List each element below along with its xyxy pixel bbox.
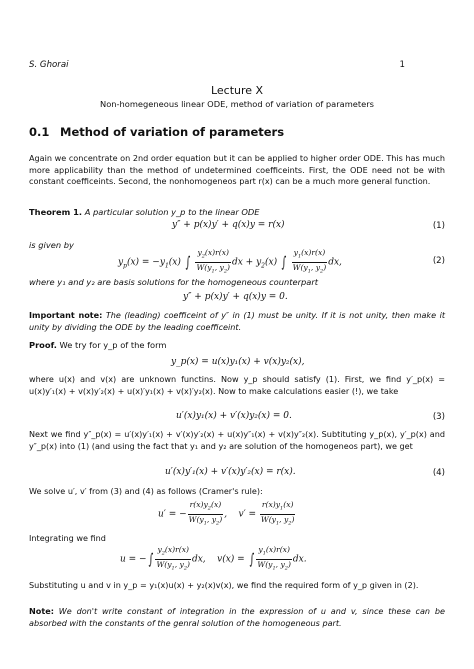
theorem xyxy=(29,207,260,217)
given-by-text: is given by xyxy=(29,240,74,250)
section-title: Method of variation of parameters xyxy=(60,125,285,139)
equation-4: u′(x)y′₁(x) + v′(x)y′₂(x) = r(x). xyxy=(165,467,296,477)
final-note-label: Note: xyxy=(29,606,54,616)
equation-2: $y_p(x) = -y_1(x)$ ∫ $\frac{y_2(x)r(x)}{W(y_1, y_2)}$ dx + $y_2(x)$ ∫ $\frac{y_1(x)r(x)}{W(y_1, y_2)}$ dx, xyxy=(118,248,342,275)
proof-paragraph-3: We solve u′, v′ from (3) and (4) as follows (Cramer's rule): xyxy=(29,486,263,496)
proof-paragraph-5: Substituting u and v in y_p = y₁(x)u(x) + y₂(x)v(x), we find the required form of y_p given in (2). xyxy=(29,580,419,590)
lecture-title: Lecture X xyxy=(210,84,264,97)
equation-3-tag: (3) xyxy=(432,412,445,422)
section-number: 0.1 xyxy=(29,125,50,139)
proof-lead: We try for y_p of the form xyxy=(59,340,167,350)
equation-1-tag: (1) xyxy=(432,221,445,231)
proof-paragraph-1: where u(x) and v(x) are unknown functins. Now y_p should satisfy (1). First, we find y′_p(x) = u(x)y′₁(x) + v(x)y′₂(x) + u(x)′y₁(x) + v(x)′y₂(x). Now to make calculations easier (!), we take xyxy=(29,374,445,396)
theorem-statement: A particular solution y_p to the linear ODE xyxy=(84,207,260,217)
integrated-equation: u = − ∫ $\frac{y_2(x)r(x)}{W(y_1, y_2)}$ dx, v(x) = ∫ $\frac{y_1(x)r(x)}{W(y_1, y_2)}$ dx. xyxy=(120,545,307,572)
proof-paragraph-4: Integrating we find xyxy=(29,533,106,543)
header-author: S. Ghorai xyxy=(29,60,69,70)
important-note-label: Important note: xyxy=(29,310,103,320)
equation-3: u′(x)y₁(x) + v′(x)y₂(x) = 0. xyxy=(176,411,292,421)
proof-paragraph-2: Next we find y″_p(x) = u′(x)y′₁(x) + v′(x)y′₂(x) + u(x)y″₁(x) + v(x)y″₂(x). Subtituting y_p(x), y′_p(x) and y″_p(x) into (1) (and using the fact that y₁ and y₂ are solution of the homogeneos part), we get xyxy=(29,429,445,451)
proof-label: Proof. xyxy=(29,340,57,350)
equation-4-tag: (4) xyxy=(432,468,445,478)
header-page-number: 1 xyxy=(399,60,405,70)
homogeneous-equation: y″ + p(x)y′ + q(x)y = 0. xyxy=(183,292,288,302)
proof-intro xyxy=(29,340,166,350)
final-note xyxy=(29,606,445,629)
important-note xyxy=(29,310,445,333)
lecture-subtitle: Non-homegeneous linear ODE, method of variation of parameters xyxy=(99,99,375,109)
important-note-text: The (leading) coefficeint of y″ in (1) must be unity. If it is not unity, then make it unity by dividing the ODE by the leading coefficeint. xyxy=(29,310,445,332)
equation-2-tag: (2) xyxy=(432,256,445,266)
proof-form-equation: y_p(x) = u(x)y₁(x) + v(x)y₂(x), xyxy=(171,357,305,367)
final-note-text: We don't write constant of integration in the expression of u and v, since these can be absorbed with the constants of the genral solution of the homogeneous part. xyxy=(29,606,445,628)
intro-paragraph: Again we concentrate on 2nd order equation but it can be applied to higher order ODE. This has much more applicability than the method of undetermined coefficeints. First, the ODE need not be with constant coefficeints. Second, the nonhomogeneos part r(x) can be a much more general function. xyxy=(29,153,445,187)
equation-1: y″ + p(x)y′ + q(x)y = r(x) xyxy=(172,220,285,230)
where-text: where y₁ and y₂ are basis solutions for the homogeneous counterpart xyxy=(29,277,319,287)
cramer-equation: u′ = − $\frac{r(x)y_2(x)}{W(y_1, y_2)}$ , v′ = $\frac{r(x)y_1(x)}{W(y_1, y_2)}$ xyxy=(158,500,295,527)
theorem-label: Theorem 1. xyxy=(29,207,83,217)
